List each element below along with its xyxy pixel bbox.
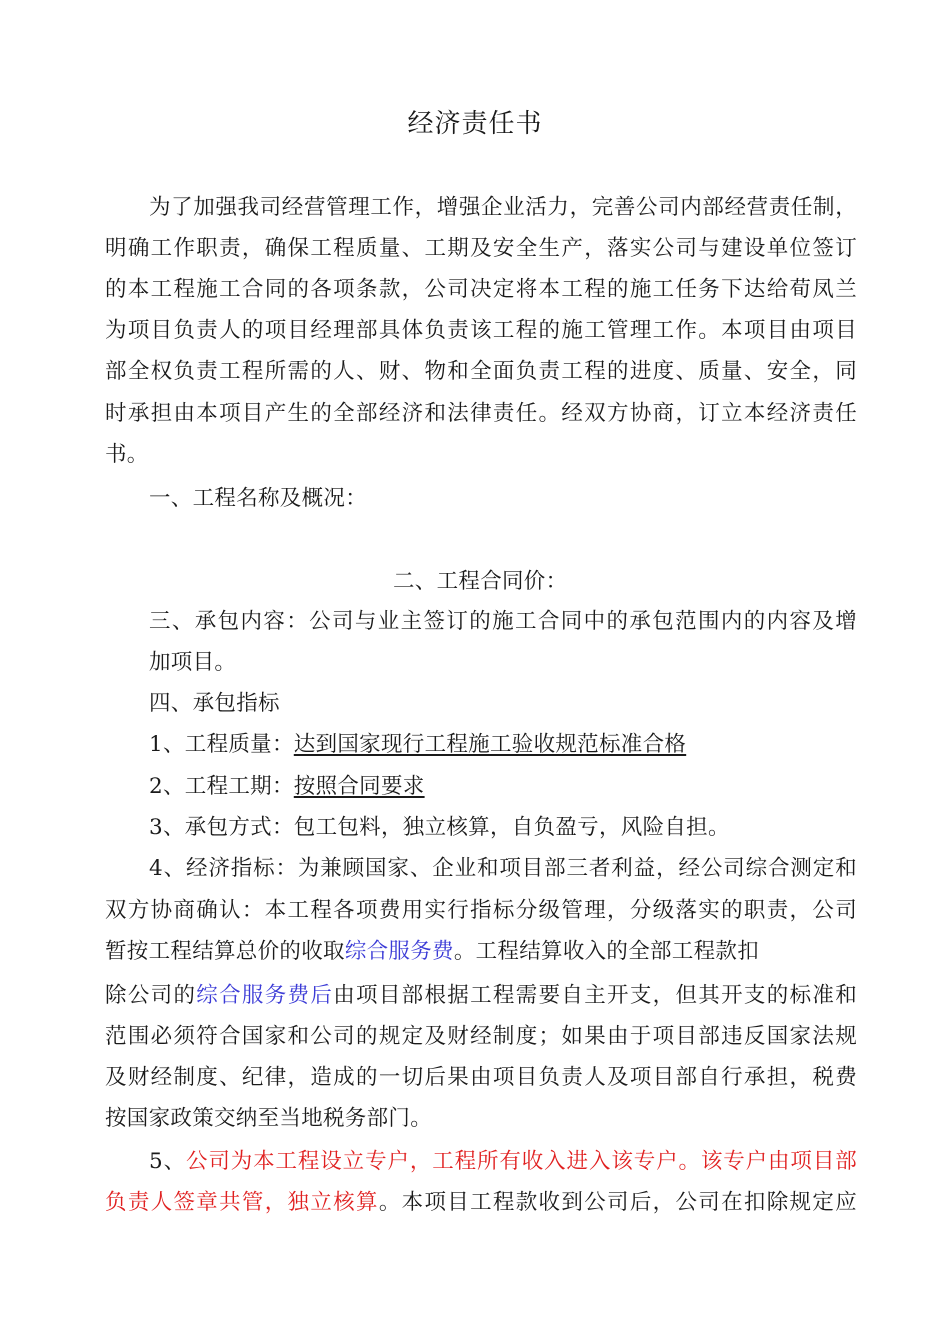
item-5-number: 5、 [149,1149,186,1174]
item-4-line-7: 按国家政策交纳至当地税务部门。 [105,1106,433,1131]
document-title: 经济责任书 [407,109,543,139]
section-3-line-2: 加项目。 [149,650,237,675]
item-1-quality [149,730,857,760]
service-fee-term: 综合服务费 [344,939,454,964]
item-4-line-3-c: 。工程结算收入的全部工程款扣 [453,939,760,964]
intro-line-2: 明确工作职责，确保工程质量、工期及安全生产，落实公司与建设单位签订 [105,236,857,261]
intro-line-6: 时承担由本项目产生的全部经济和法律责任。经双方协商，订立本经济责任 [105,401,857,426]
item-4-line-4-c: 由项目部根据工程需要自主开支，但其开支的标准和 [333,983,858,1008]
item-4-line-4 [105,981,857,1011]
intro-line-1: 为了加强我司经营管理工作，增强企业活力，完善公司内部经营责任制， [149,195,857,220]
section-3-line-1: 三、承包内容：公司与业主签订的施工合同中的承包范围内的内容及增 [149,609,857,634]
section-2-heading: 二、工程合同价： [393,569,568,594]
item-5-line-2-rest: 。本项目工程款收到公司后，公司在扣除规定应 [378,1190,857,1215]
intro-line-5: 部全权负责工程所需的人、财、物和全面负责工程的进度、质量、安全，同 [105,359,857,384]
item-4-line-4-a: 除公司的 [105,983,197,1008]
intro-line-4: 为项目负责人的项目经理部具体负责该工程的施工管理工作。本项目由项目 [105,318,857,343]
item-5-highlight-2: 负责人签章共管，独立核算 [105,1190,379,1215]
item-1-label: 1、工程质量： [149,732,294,757]
item-2-value: 按照合同要求 [293,774,425,799]
item-2-schedule [149,772,857,802]
section-1-heading: 一、工程名称及概况： [149,486,368,511]
intro-line-3: 的本工程施工合同的各项条款，公司决定将本工程的施工任务下达给荀凤兰 [105,277,857,302]
section-4-heading: 四、承包指标 [149,691,280,716]
item-5-line-2 [105,1188,857,1218]
item-2-label: 2、工程工期： [149,774,294,799]
item-5-highlight-1: 公司为本工程设立专户，工程所有收入进入该专户。该专户由项目部 [185,1149,858,1174]
service-fee-term-2: 综合服务费后 [196,983,334,1008]
item-3-method: 3、承包方式：包工包料，独立核算，自负盈亏，风险自担。 [149,815,730,840]
item-1-value: 达到国家现行工程施工验收规范标准合格 [293,732,687,757]
item-4-line-1: 4、经济指标：为兼顾国家、企业和项目部三者利益，经公司综合测定和 [149,856,857,881]
item-4-line-3-a: 暂按工程结算总价的收取 [105,939,345,964]
item-4-line-3 [105,937,857,967]
item-4-line-5: 范围必须符合国家和公司的规定及财经制度；如果由于项目部违反国家法规 [105,1024,857,1049]
item-4-line-6: 及财经制度、纪律，造成的一切后果由项目负责人及项目部自行承担，税费 [105,1065,857,1090]
item-5-line-1 [149,1147,857,1177]
intro-line-7: 书。 [105,442,149,467]
item-4-line-2: 双方协商确认：本工程各项费用实行指标分级管理，分级落实的职责，公司 [105,898,857,923]
